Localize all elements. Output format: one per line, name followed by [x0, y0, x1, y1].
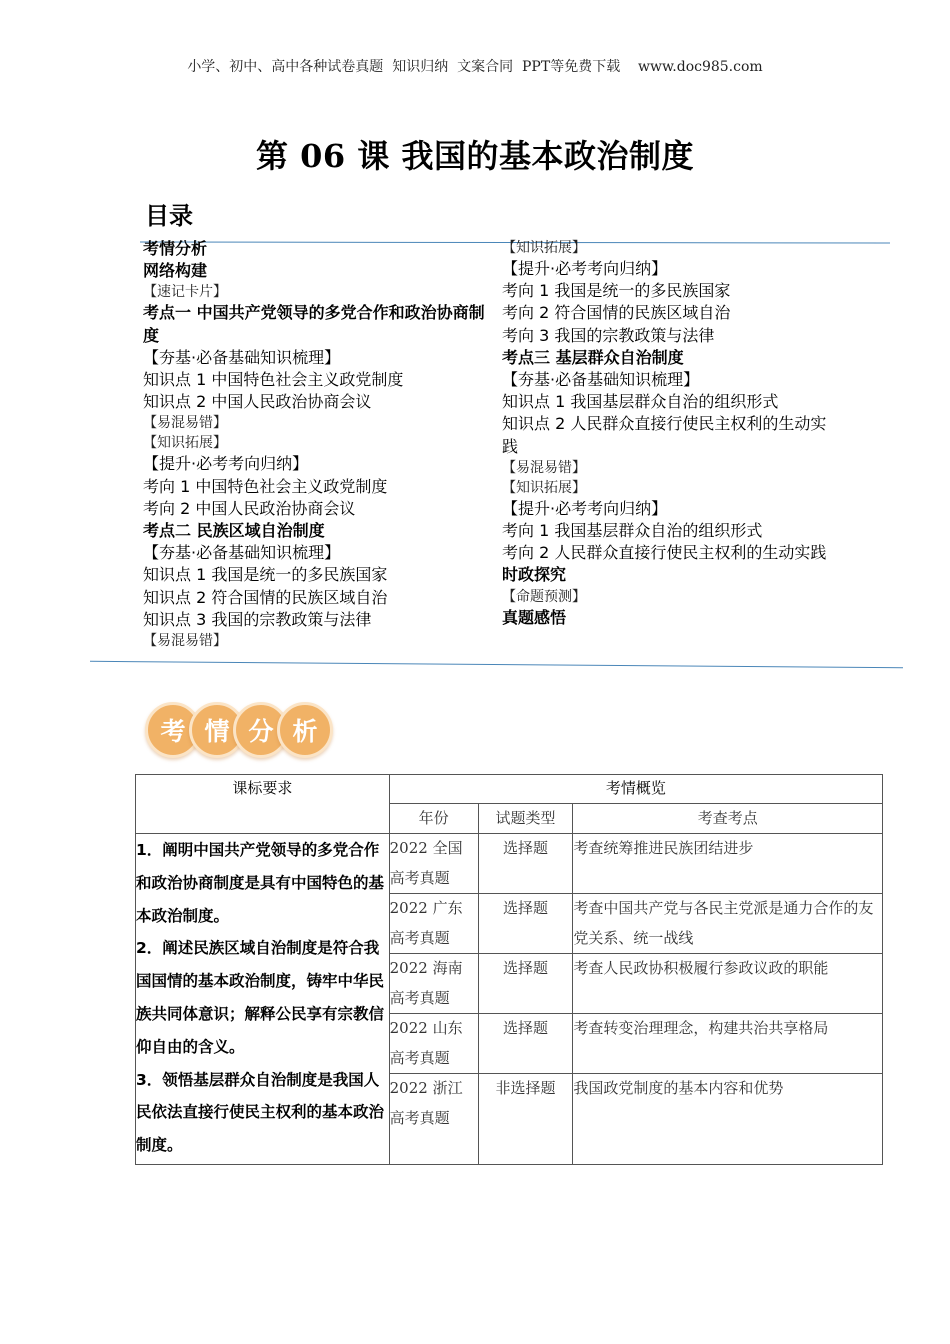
- toc-bottom-rule: [90, 661, 903, 668]
- row-type: 选择题: [478, 834, 573, 894]
- toc-entry: 考向 2 符合国情的民族区域自治: [502, 303, 731, 323]
- toc-entry: 考向 1 我国基层群众自治的组织形式: [502, 521, 763, 541]
- requirements-text: 1．阐明中国共产党领导的多党合作和政治协商制度是具有中国特色的基本政治制度。 2．阐述民族区域自治制度是符合我国国情的基本政治制度，铸牢中华民族共同体意识；解释公民享有宗教信仰自由的含义。 3．领悟基层群众自治制度是我国人民依法直接行使民主权利的基本政治制度。: [136, 834, 390, 1165]
- requirements-header: 课标要求: [136, 775, 390, 834]
- row-point: 我国政党制度的基本内容和优势: [573, 1074, 883, 1165]
- toc-entry: 【易混易错】: [502, 459, 586, 476]
- toc-entry: 【夯基·必备基础知识梳理】: [143, 347, 341, 367]
- toc-entry: 考向 2 中国人民政治协商会议: [143, 498, 356, 518]
- row-type: 选择题: [478, 954, 573, 1014]
- toc-entry: 网络构建: [143, 261, 208, 281]
- toc-heading: 目录: [145, 202, 193, 230]
- overview-header: 考情概览: [389, 775, 882, 804]
- row-year: 2022 全国高考真题: [389, 834, 478, 894]
- page-title: 第 06 课 我国的基本政治制度: [256, 137, 694, 175]
- toc-entry: 【知识拓展】: [502, 240, 586, 256]
- row-point: 考查统筹推进民族团结进步: [573, 834, 883, 894]
- toc-entry: 考点三 基层群众自治制度: [502, 347, 684, 367]
- section-badge-kaoqing-fenxi: [145, 702, 330, 760]
- toc-entry: 【提升·必考考向归纳】: [143, 454, 309, 474]
- toc-entry: 【夯基·必备基础知识梳理】: [502, 370, 700, 390]
- row-point: 考查中国共产党与各民主党派是通力合作的友党关系、统一战线: [573, 894, 883, 954]
- table-row: [136, 834, 883, 894]
- toc-entry: 知识点 3 我国的宗教政策与法律: [143, 609, 372, 629]
- toc-entry: 【易混易错】: [143, 415, 227, 432]
- row-type: 选择题: [478, 894, 573, 954]
- toc-entry: 【知识拓展】: [143, 435, 227, 452]
- point-header: 考查考点: [573, 804, 883, 834]
- row-year: 2022 海南高考真题: [389, 954, 478, 1014]
- toc-entry: 知识点 2 人民群众直接行使民主权利的生动实践: [502, 414, 827, 456]
- toc-entry: 【速记卡片】: [143, 284, 227, 301]
- toc-entry: 【提升·必考考向归纳】: [502, 259, 668, 278]
- toc-entry: 知识点 1 我国基层群众自治的组织形式: [502, 392, 779, 412]
- row-type: 非选择题: [478, 1074, 573, 1165]
- toc-entry: 考向 1 我国是统一的多民族国家: [502, 281, 731, 301]
- row-point: 考查人民政协积极履行参政议政的职能: [573, 954, 883, 1014]
- type-header: 试题类型: [478, 804, 573, 834]
- toc-left-column: [143, 238, 488, 651]
- toc-entry: 【知识拓展】: [502, 479, 586, 496]
- badge-char: 情: [189, 702, 245, 758]
- exam-analysis-table: [135, 774, 883, 1165]
- toc-entry: 真题感悟: [502, 607, 567, 627]
- row-point: 考查转变治理理念，构建共治共享格局: [573, 1014, 883, 1074]
- row-type: 选择题: [478, 1014, 573, 1074]
- toc-entry: 知识点 1 我国是统一的多民族国家: [143, 565, 388, 585]
- toc-entry: 考向 2 人民群众直接行使民主权利的生动实践: [502, 543, 827, 563]
- row-year: 2022 山东高考真题: [389, 1014, 478, 1074]
- toc-entry: 知识点 1 中国特色社会主义政党制度: [143, 370, 404, 390]
- toc-entry: 【命题预测】: [502, 588, 586, 605]
- toc-entry: 考情分析: [143, 239, 208, 258]
- toc-entry: 知识点 2 符合国情的民族区域自治: [143, 587, 388, 607]
- toc-entry: 考向 1 中国特色社会主义政党制度: [143, 476, 388, 496]
- toc-entry: 考向 3 我国的宗教政策与法律: [502, 325, 715, 345]
- toc-entry: 【夯基·必备基础知识梳理】: [143, 543, 341, 563]
- toc-entry: 知识点 2 中国人民政治协商会议: [143, 392, 372, 412]
- year-header: 年份: [389, 804, 478, 834]
- top-banner: 小学、初中、高中各种试卷真题 知识归纳 文案合同 PPT等免费下载 www.doc985.com: [187, 59, 763, 75]
- row-year: 2022 广东高考真题: [389, 894, 478, 954]
- toc-entry: 【易混易错】: [143, 633, 227, 650]
- toc-right-column: [502, 238, 832, 629]
- badge-char: 析: [277, 702, 333, 758]
- badge-char: 考: [145, 702, 201, 758]
- toc-entry: 【提升·必考考向归纳】: [502, 498, 668, 518]
- toc-entry: 考点二 民族区域自治制度: [143, 521, 325, 541]
- badge-char: 分: [233, 702, 289, 758]
- toc-entry: 考点一 中国共产党领导的多党合作和政治协商制度: [143, 303, 485, 345]
- toc-entry: 时政探究: [502, 565, 567, 585]
- row-year: 2022 浙江高考真题: [389, 1074, 478, 1165]
